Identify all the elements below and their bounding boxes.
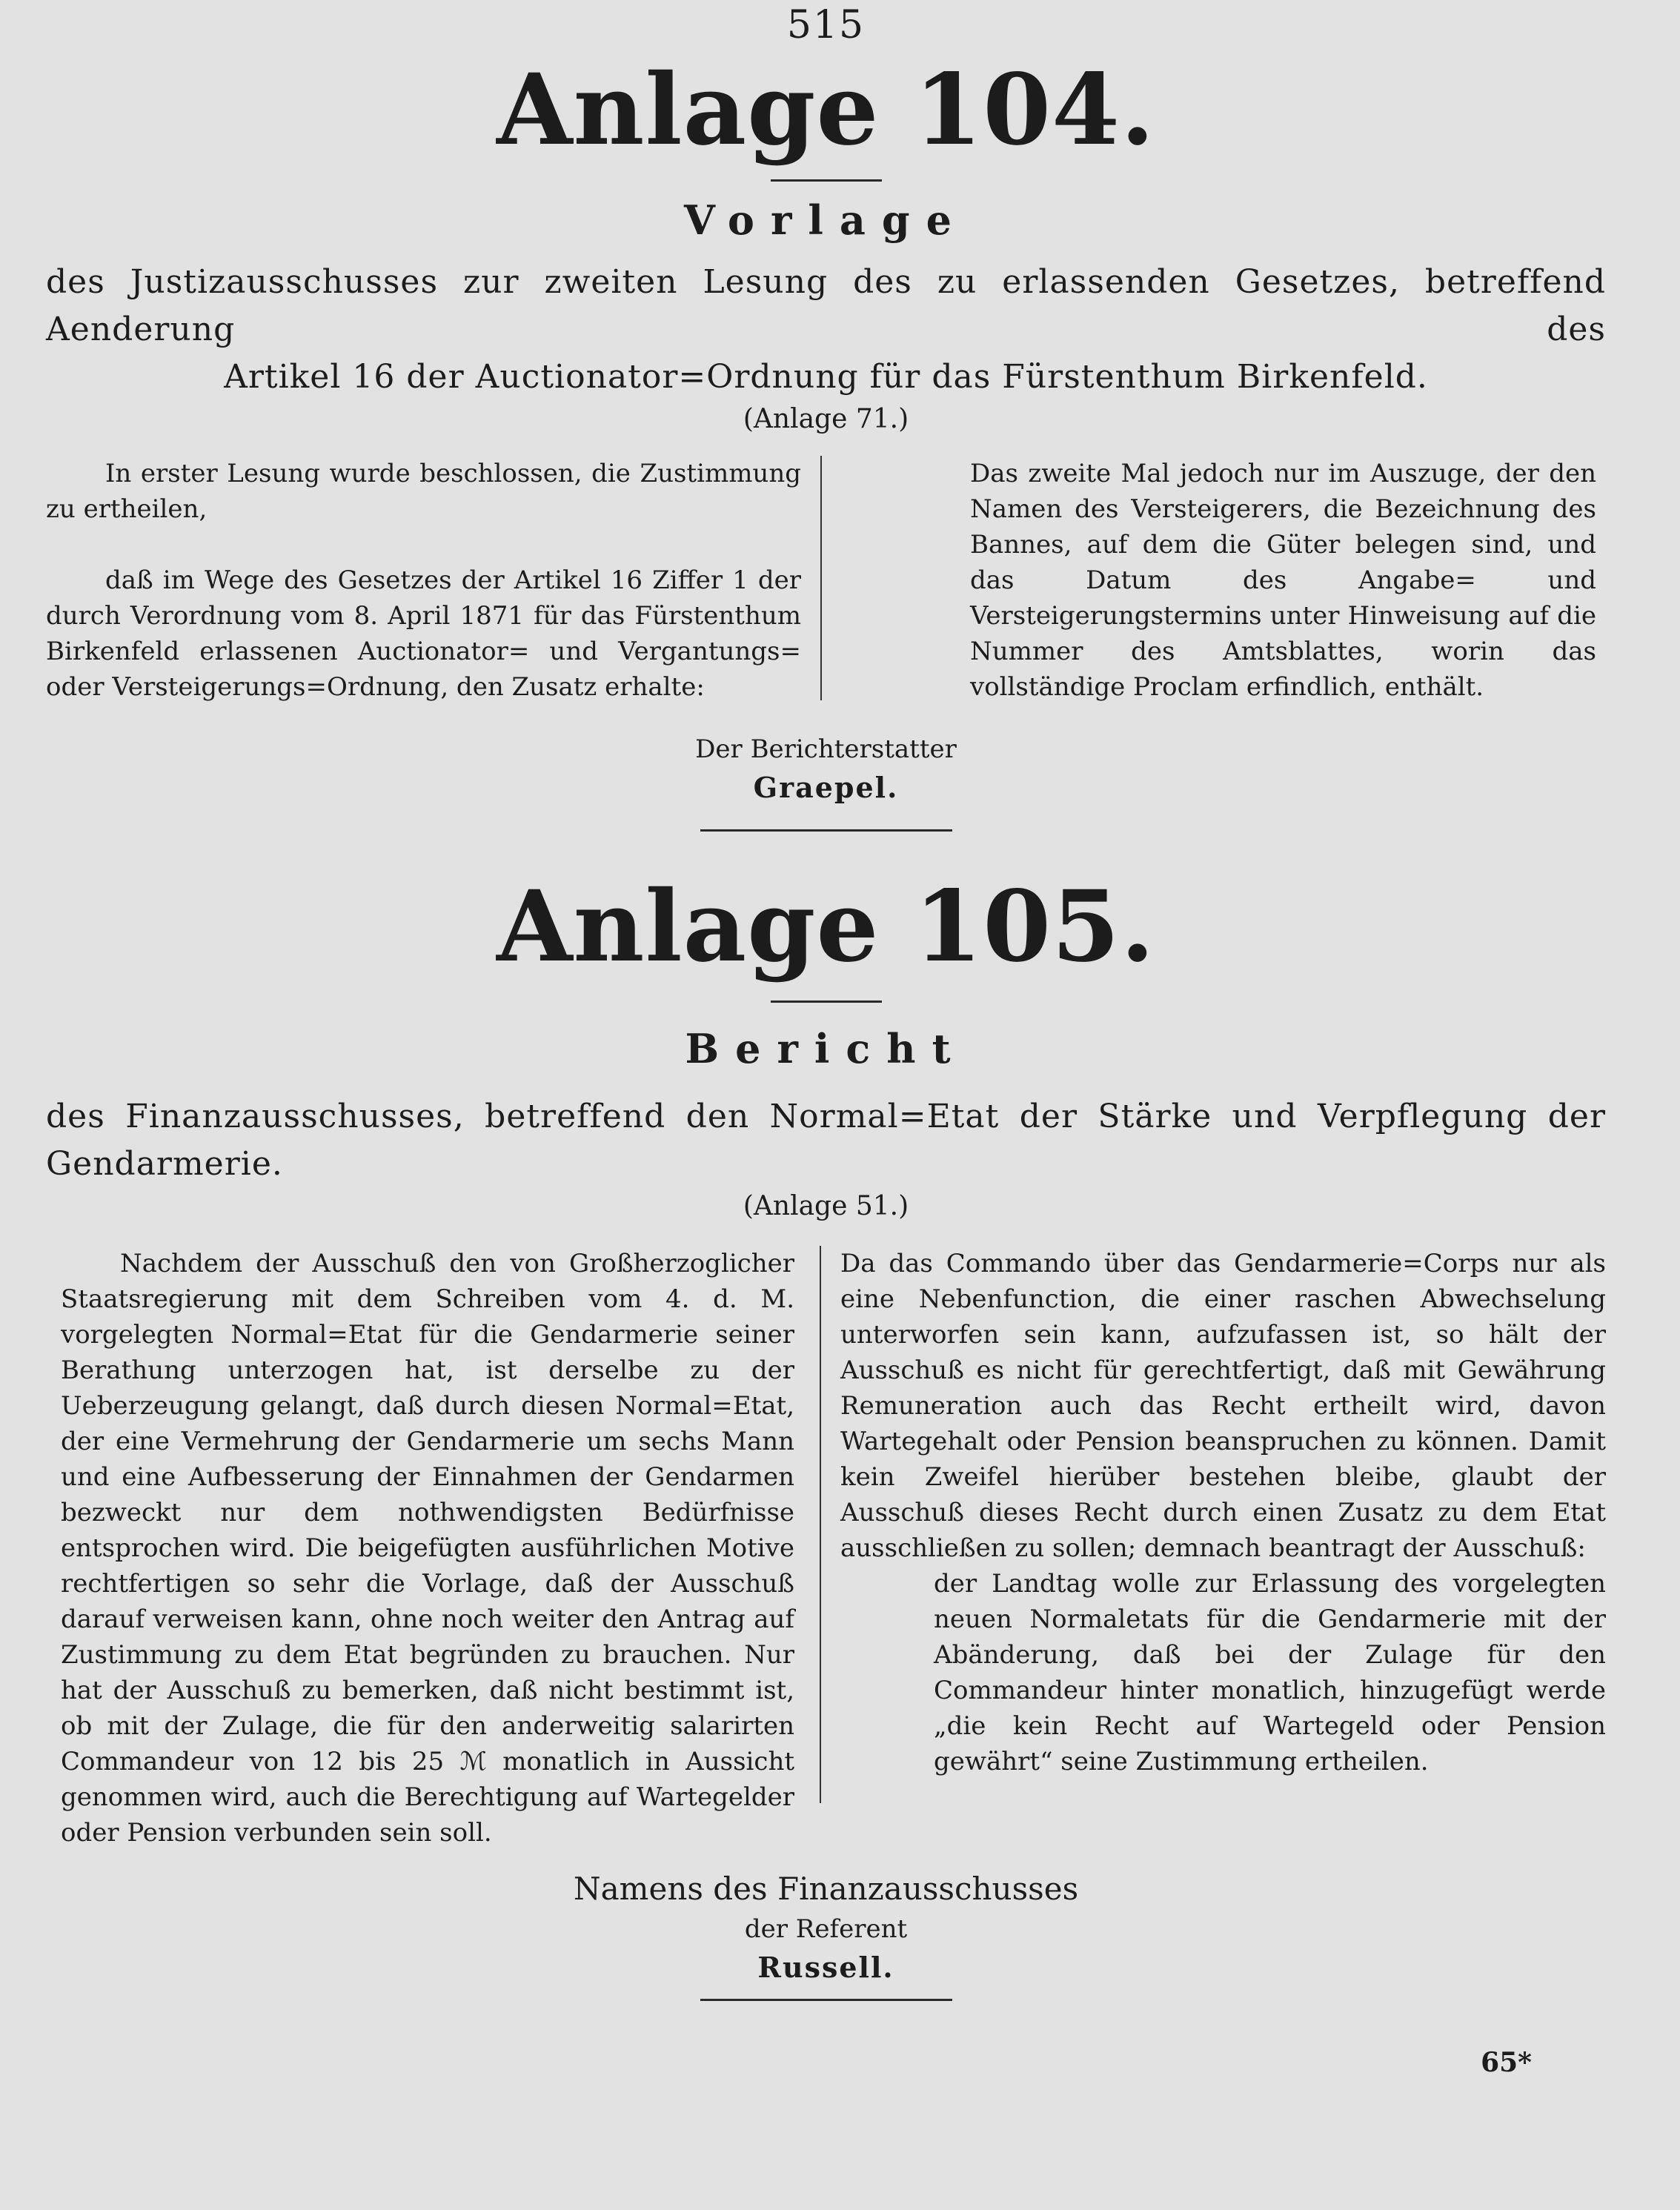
bericht-subtitle: des Finanzausschusses, betreffend den Normal=Etat der Stärke und Verpflegung der Gendarmerie. <box>46 1098 1606 1183</box>
anlage-105-title: Anlage 105. <box>497 869 1155 984</box>
vorlage-columns <box>46 456 1606 705</box>
signature-name: Russell. <box>757 1951 894 1984</box>
anlage-104-section <box>46 55 1606 832</box>
bericht-columns <box>46 1246 1606 1851</box>
vorlage-reference: (Anlage 71.) <box>743 404 909 434</box>
page-number: 515 <box>786 3 866 47</box>
bericht-right-column <box>821 1246 1606 1851</box>
anlage-104-title: Anlage 104. <box>497 53 1155 167</box>
vorlage-right-para: Das zweite Mal jedoch nur im Auszuge, der den Namen des Versteigerers, die Bezeichnung des Bannes, auf dem die Güter belegen sind, und das Datum des Angabe= und Versteigerungstermins unter Hinweisung auf die Nummer des Amtsblattes, worin das vollständige Proclam erfindlich, enthält. <box>970 459 1596 702</box>
bericht-right-para: Da das Commando über das Gendarmerie=Corps nur als eine Nebenfunction, die einer raschen Abwechselung unterworfen sein kann, aufzufassen ist, so hält der Ausschuß es nicht für gerechtfertigt, daß mit Gewährung Remuneration auch das Recht ertheilt wird, davon Wartegehalt oder Pension beanspruchen zu können. Damit kein Zweifel hierüber bestehen bleibe, glaubt der Ausschuß dieses Recht durch einen Zusatz zu dem Etat ausschließen zu sollen; demnach beantragt der Ausschuß: <box>840 1249 1606 1563</box>
bericht-left-para: Nachdem der Ausschuß den von Großherzoglicher Staatsregierung mit dem Schreiben vom 4. d. M. vorgelegten Normal=Etat für die Gendarmerie seiner Berathung unterzogen hat, ist derselbe zu der Ueberzeugung gelangt, daß durch diesen Normal=Etat, der eine Vermehrung der Gendarmerie um sechs Mann und eine Aufbesserung der Einnahmen der Gendarmen bezweckt nur dem nothwendigsten Bedürfnisse entsprochen wird. Die beigefügten ausführlichen Motive rechtfertigen so sehr die Vorlage, daß der Ausschuß darauf verweisen kann, ohne noch weiter den Antrag auf Zustimmung zu dem Etat begründen zu brauchen. Nur hat der Ausschuß zu bemerken, daß nicht bestimmt ist, ob mit der Zulage, die für den anderweitig salarirten Commandeur von 12 bis 25 ℳ monatlich in Aussicht genommen wird, auch die Berechtigung auf Wartegelder oder Pension verbunden sein soll. <box>61 1249 795 1848</box>
vorlage-subtitle-line2: Artikel 16 der Auctionator=Ordnung für das Fürstenthum Birkenfeld. <box>224 358 1428 396</box>
bericht-reference: (Anlage 51.) <box>743 1191 909 1221</box>
vorlage-left-para2: daß im Wege des Gesetzes der Artikel 16 Ziffer 1 der durch Verordnung vom 8. April 1871 für das Fürstenthum Birkenfeld erlassenen Auctionator= und Vergantungs= oder Versteigerungs=Ordnung, den Zusatz erhalte: <box>46 565 801 702</box>
sheet-mark: 65* <box>1481 2047 1532 2078</box>
reporter-label: Der Berichterstatter <box>695 734 957 764</box>
vorlage-subtitle-line1: des Justizausschusses zur zweiten Lesung des zu erlassenden Gesetzes, betreffend Aenderung des <box>46 263 1606 348</box>
bericht-heading: Bericht <box>685 1025 967 1072</box>
vorlage-heading: Vorlage <box>683 196 969 244</box>
signature-role: der Referent <box>744 1914 908 1944</box>
closing-rule <box>700 1999 952 2001</box>
bericht-left-column <box>46 1246 820 1851</box>
anlage-105-section <box>46 832 1606 2001</box>
signature-title: Namens des Finanzausschusses <box>573 1871 1079 1907</box>
bericht-motion: der Landtag wolle zur Erlassung des vorgelegten neuen Normaletats für die Gendarmerie mit der Abänderung, daß bei der Zulage für den Commandeur hinter monatlich, hinzugefügt werde „die kein Recht auf Wartegeld oder Pension gewährt“ seine Zustimmung ertheilen. <box>934 1569 1606 1776</box>
reporter-name: Graepel. <box>753 771 899 804</box>
vorlage-left-para1: In erster Lesung wurde beschlossen, die Zustimmung zu ertheilen, <box>46 459 801 524</box>
vorlage-left-column <box>46 456 820 705</box>
vorlage-right-column <box>822 456 1596 705</box>
